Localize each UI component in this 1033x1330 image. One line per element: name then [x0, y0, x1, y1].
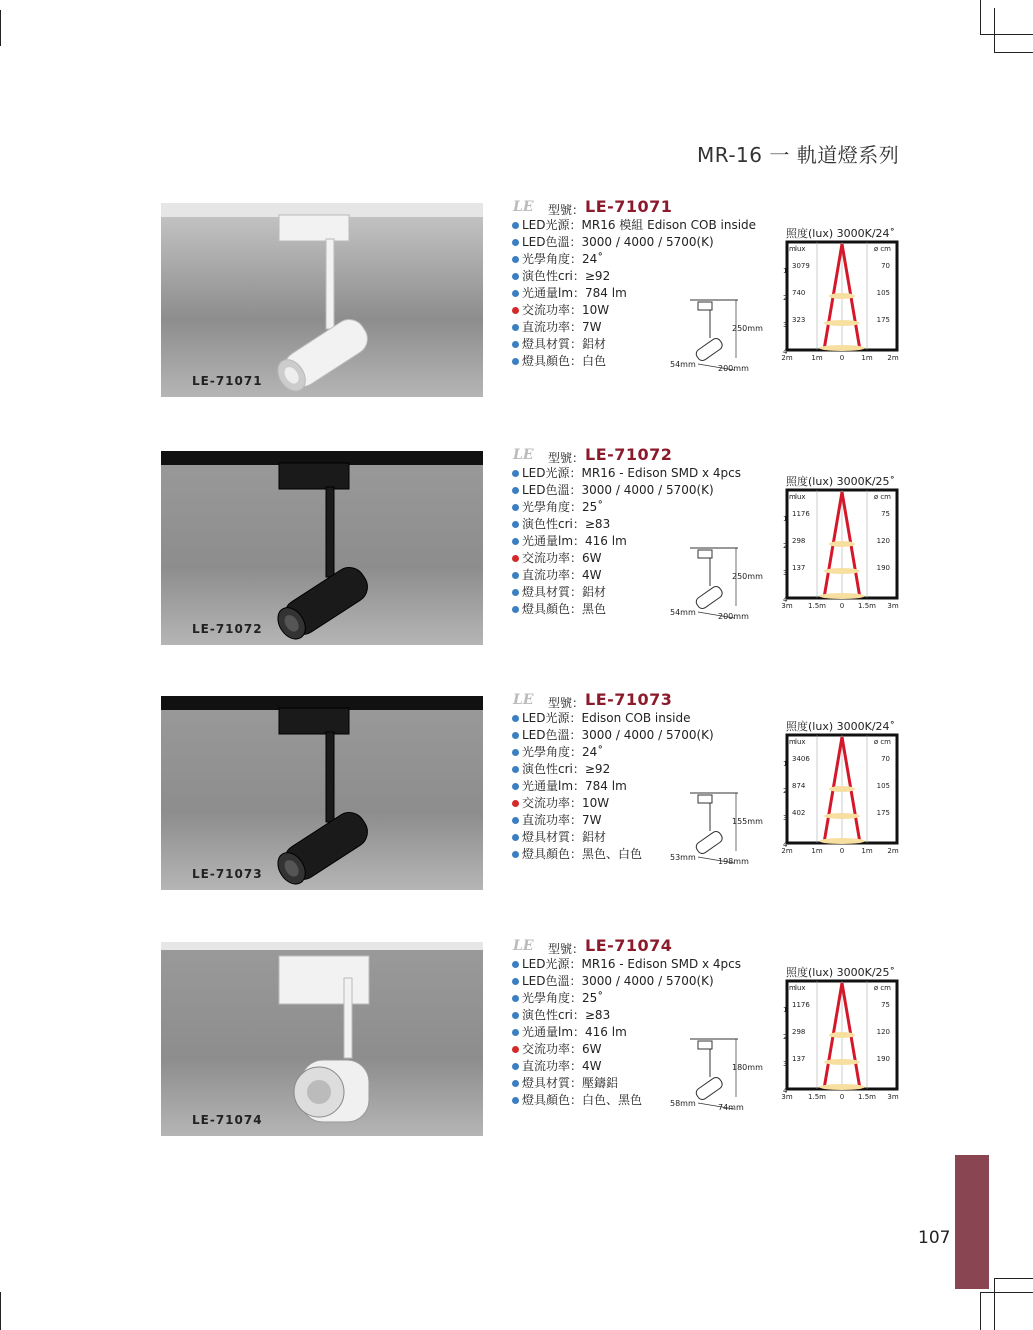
beam-diagram: [783, 225, 903, 375]
beam-x-label: 3m: [887, 602, 899, 610]
model-label: 型號：: [548, 451, 585, 465]
spec-label: LED色溫：: [522, 235, 582, 249]
spec-value: 3000 / 4000 / 5700(K): [581, 728, 714, 742]
beam-y-label: 2: [783, 787, 788, 795]
bullet-dot-icon: [512, 766, 519, 773]
light-pool: [829, 1032, 855, 1038]
beam-x-label: 2m: [781, 354, 793, 362]
spec-value: 白色: [582, 354, 607, 368]
spec-value: ≥83: [584, 1008, 611, 1022]
spec-row: [510, 482, 780, 499]
spec-row: [510, 499, 780, 516]
dim-length: 198mm: [718, 857, 749, 866]
spec-row: [510, 744, 780, 761]
light-pool: [824, 813, 860, 819]
beam-x-label: 3m: [887, 1093, 899, 1101]
beam-lux-value: 1176: [792, 1001, 810, 1009]
spec-label: 光通量lm：: [522, 534, 586, 548]
beam-x-label: 0: [839, 602, 845, 610]
spec-label: 交流功率：: [522, 303, 583, 317]
beam-title: 照度(lux) 3000K/25˚: [786, 966, 896, 979]
beam-diagram: [783, 964, 903, 1114]
spec-label: 交流功率：: [522, 796, 583, 810]
spec-value: ≥92: [584, 269, 611, 283]
beam-x-label: 0: [839, 1093, 845, 1101]
beam-y-label: 1: [783, 515, 788, 523]
le-logo: LE: [513, 938, 534, 954]
beam-unit-lux: lux: [795, 984, 806, 992]
spec-value: 6W: [582, 1042, 602, 1056]
spec-row: [510, 251, 780, 268]
beam-y-label: 3: [783, 569, 788, 577]
model-number: LE-71074: [585, 936, 673, 955]
beam-unit-m: m: [789, 738, 796, 746]
beam-x-label: 1.5m: [858, 1093, 876, 1101]
spec-label: LED色溫：: [522, 974, 582, 988]
beam-x-label: 2m: [887, 847, 899, 855]
beam-y-label: 1: [783, 760, 788, 768]
crop-mark-bottom-right-h1: [994, 1278, 1033, 1279]
beam-lux-value: 298: [792, 537, 806, 545]
spec-value: 10W: [582, 303, 610, 317]
beam-y-label: 1: [783, 267, 788, 275]
bullet-dot-icon: [512, 290, 519, 297]
beam-y-label: 3: [783, 814, 788, 822]
bullet-dot-icon: [512, 572, 519, 579]
dim-diameter: 58mm: [670, 1099, 696, 1108]
beam-lux-value: 740: [792, 289, 806, 297]
spec-label: 演色性cri：: [522, 269, 585, 283]
light-pool: [829, 786, 855, 792]
beam-diameter-value: 175: [876, 316, 890, 324]
model-row: [510, 445, 780, 465]
bullet-dot-icon: [512, 239, 519, 246]
beam-diameter-value: 70: [881, 262, 890, 270]
beam-x-label: 1m: [811, 354, 823, 362]
spec-label: 光通量lm：: [522, 286, 586, 300]
crop-mark-top-right-h2: [994, 52, 1033, 53]
beam-diameter-value: 105: [876, 782, 890, 790]
beam-diameter-value: 175: [876, 809, 890, 817]
spec-label: 燈具材質：: [522, 830, 583, 844]
product-block: [0, 690, 1033, 896]
spec-row: [510, 973, 780, 990]
bullet-dot-icon: [512, 307, 519, 314]
spec-label: 交流功率：: [522, 1042, 583, 1056]
spec-label: 燈具材質：: [522, 1076, 583, 1090]
spec-value: 4W: [582, 568, 602, 582]
bullet-dot-icon: [512, 487, 519, 494]
spec-label: 光學角度：: [522, 252, 583, 266]
spec-label: 光通量lm：: [522, 1025, 586, 1039]
lamp-stem: [326, 487, 334, 577]
dimension-drawing: [670, 298, 780, 378]
page-number: 107: [918, 1228, 951, 1248]
spec-value: 416 lm: [585, 1025, 627, 1039]
lamp-stem: [326, 732, 334, 822]
light-pool: [829, 541, 855, 547]
spec-value: 3000 / 4000 / 5700(K): [581, 483, 714, 497]
crop-mark-top-right-h1: [980, 34, 1033, 35]
crop-mark-bottom-right-h2: [980, 1292, 1033, 1293]
spec-value: Edison COB inside: [581, 711, 691, 725]
bullet-dot-icon: [512, 834, 519, 841]
beam-diameter-value: 190: [876, 1055, 890, 1063]
dim-diameter: 53mm: [670, 853, 696, 862]
spec-label: 燈具顏色：: [522, 1093, 583, 1107]
product-photo: [161, 203, 483, 397]
light-pool: [824, 320, 860, 326]
spec-row: [510, 990, 780, 1007]
spec-label: 演色性cri：: [522, 762, 585, 776]
beam-diameter-value: 120: [876, 1028, 890, 1036]
bullet-dot-icon: [512, 606, 519, 613]
beam-title: 照度(lux) 3000K/24˚: [786, 720, 896, 733]
spec-label: 燈具材質：: [522, 585, 583, 599]
page-tab: [955, 1155, 989, 1289]
beam-y-label: 4: [783, 1087, 788, 1095]
spec-label: 演色性cri：: [522, 1008, 585, 1022]
spec-value: 7W: [582, 320, 602, 334]
spec-row: [510, 761, 780, 778]
beam-lux-value: 3079: [792, 262, 810, 270]
beam-x-label: 1m: [861, 354, 873, 362]
bullet-dot-icon: [512, 817, 519, 824]
dim-diameter: 54mm: [670, 360, 696, 369]
bullet-dot-icon: [512, 995, 519, 1002]
beam-diameter-value: 75: [881, 1001, 890, 1009]
track-adapter: [279, 463, 349, 489]
spec-value: 白色、黑色: [582, 1093, 643, 1107]
spec-label: 燈具材質：: [522, 337, 583, 351]
beam-lux-value: 137: [792, 564, 806, 572]
model-label: 型號：: [548, 942, 585, 956]
beam-y-label: 4: [783, 348, 788, 356]
spec-value: 784 lm: [585, 286, 627, 300]
dim-length: 200mm: [718, 364, 749, 373]
beam-lux-value: 402: [792, 809, 806, 817]
spec-value: 4W: [582, 1059, 602, 1073]
beam-lux-value: 3406: [792, 755, 810, 763]
spec-row: [510, 465, 780, 482]
spec-value: 7W: [582, 813, 602, 827]
model-number: LE-71071: [585, 197, 673, 216]
dim-height: 180mm: [732, 1063, 763, 1072]
dim-height: 155mm: [732, 817, 763, 826]
bullet-dot-icon: [512, 1046, 519, 1053]
model-row: [510, 936, 780, 956]
beam-y-label: 2: [783, 1033, 788, 1041]
spec-label: LED色溫：: [522, 728, 582, 742]
spec-value: MR16 - Edison SMD x 4pcs: [581, 466, 742, 480]
spec-value: 10W: [582, 796, 610, 810]
le-logo: LE: [513, 199, 534, 215]
dim-length: 200mm: [718, 612, 749, 621]
beam-x-label: 0: [839, 847, 845, 855]
beam-diameter-value: 75: [881, 510, 890, 518]
dim-diameter: 54mm: [670, 608, 696, 617]
light-pool: [829, 293, 855, 299]
bullet-dot-icon: [512, 1097, 519, 1104]
spec-value: 鋁材: [582, 830, 607, 844]
beam-unit-lux: lux: [795, 493, 806, 501]
spec-label: 光通量lm：: [522, 779, 586, 793]
spec-value: ≥83: [584, 517, 611, 531]
spec-label: 燈具顏色：: [522, 354, 583, 368]
bullet-dot-icon: [512, 521, 519, 528]
track-adapter: [279, 956, 369, 1004]
spec-label: 交流功率：: [522, 551, 583, 565]
bullet-dot-icon: [512, 1063, 519, 1070]
model-number: LE-71072: [585, 445, 673, 464]
beam-diameter-value: 105: [876, 289, 890, 297]
beam-title: 照度(lux) 3000K/25˚: [786, 475, 896, 488]
beam-unit-m: m: [789, 493, 796, 501]
crop-mark-bottom-right-v2: [994, 1278, 995, 1330]
bullet-dot-icon: [512, 555, 519, 562]
dim-height: 250mm: [732, 572, 763, 581]
bullet-dot-icon: [512, 961, 519, 968]
model-row: [510, 197, 780, 217]
bullet-dot-icon: [512, 324, 519, 331]
crop-mark-bottom-left: [0, 1292, 1, 1330]
bullet-dot-icon: [512, 504, 519, 511]
beam-y-label: 1: [783, 1006, 788, 1014]
product-photo: [161, 942, 483, 1136]
spec-value: 鋁材: [582, 337, 607, 351]
spec-label: LED光源：: [522, 218, 582, 232]
bullet-dot-icon: [512, 1029, 519, 1036]
spec-label: 演色性cri：: [522, 517, 585, 531]
beam-y-label: 2: [783, 294, 788, 302]
spec-value: 24˚: [582, 745, 604, 759]
beam-y-label: 3: [783, 1060, 788, 1068]
beam-x-label: 1.5m: [808, 1093, 826, 1101]
bullet-dot-icon: [512, 715, 519, 722]
bullet-dot-icon: [512, 732, 519, 739]
crop-mark-bottom-right-v1: [980, 1292, 981, 1330]
dimension-drawing: [670, 1037, 780, 1117]
beam-y-label: 4: [783, 841, 788, 849]
beam-unit-m: m: [789, 984, 796, 992]
spec-value: 25˚: [582, 500, 604, 514]
spec-value: 6W: [582, 551, 602, 565]
spec-value: ≥92: [584, 762, 611, 776]
beam-diagram: [783, 718, 903, 868]
spec-label: 燈具顏色：: [522, 847, 583, 861]
spec-label: 燈具顏色：: [522, 602, 583, 616]
bullet-dot-icon: [512, 358, 519, 365]
beam-unit-diameter: ø cm: [873, 493, 891, 501]
beam-y-label: 4: [783, 596, 788, 604]
bullet-dot-icon: [512, 1080, 519, 1087]
beam-unit-lux: lux: [795, 738, 806, 746]
spec-row: [510, 217, 780, 234]
photo-label: LE-71074: [192, 1113, 263, 1127]
spec-row: [510, 727, 780, 744]
beam-diameter-value: 120: [876, 537, 890, 545]
spec-value: 鋁材: [582, 585, 607, 599]
crop-mark-top-right-v2: [994, 8, 995, 52]
beam-unit-lux: lux: [795, 245, 806, 253]
spec-value: 3000 / 4000 / 5700(K): [581, 974, 714, 988]
bullet-dot-icon: [512, 256, 519, 263]
spec-value: 784 lm: [585, 779, 627, 793]
spec-label: 光學角度：: [522, 745, 583, 759]
beam-x-label: 2m: [781, 847, 793, 855]
light-pool: [819, 345, 865, 351]
photo-label: LE-71072: [192, 622, 263, 636]
bullet-dot-icon: [512, 783, 519, 790]
product-block: [0, 197, 1033, 403]
dimension-drawing: [670, 546, 780, 626]
spec-row: [510, 268, 780, 285]
beam-x-label: 1.5m: [858, 602, 876, 610]
beam-unit-diameter: ø cm: [873, 738, 891, 746]
spec-row: [510, 956, 780, 973]
bullet-dot-icon: [512, 749, 519, 756]
beam-x-label: 2m: [887, 354, 899, 362]
bullet-dot-icon: [512, 273, 519, 280]
model-row: [510, 690, 780, 710]
spec-label: LED光源：: [522, 711, 582, 725]
bullet-dot-icon: [512, 589, 519, 596]
model-number: LE-71073: [585, 690, 673, 709]
beam-diameter-value: 70: [881, 755, 890, 763]
lamp-stem: [326, 239, 334, 329]
bullet-dot-icon: [512, 470, 519, 477]
spec-value: MR16 - Edison SMD x 4pcs: [581, 957, 742, 971]
beam-unit-diameter: ø cm: [873, 245, 891, 253]
track-adapter: [279, 708, 349, 734]
beam-x-label: 1m: [861, 847, 873, 855]
model-label: 型號：: [548, 696, 585, 710]
model-label: 型號：: [548, 203, 585, 217]
beam-x-label: 3m: [781, 602, 793, 610]
le-logo: LE: [513, 692, 534, 708]
beam-x-label: 0: [839, 354, 845, 362]
light-pool: [824, 1059, 860, 1065]
bullet-dot-icon: [512, 538, 519, 545]
lamp-stem: [344, 978, 352, 1058]
beam-x-label: 1.5m: [808, 602, 826, 610]
series-title: MR-16 一 軌道燈系列: [697, 143, 900, 167]
beam-y-label: 3: [783, 321, 788, 329]
spec-value: 黑色: [582, 602, 607, 616]
spec-row: [510, 516, 780, 533]
beam-lux-value: 298: [792, 1028, 806, 1036]
beam-lux-value: 1176: [792, 510, 810, 518]
crop-mark-top-left: [0, 10, 1, 46]
bullet-dot-icon: [512, 800, 519, 807]
spec-value: MR16 模組 Edison COB inside: [581, 218, 757, 232]
light-pool: [819, 593, 865, 599]
lamp-reflector: [307, 1080, 331, 1104]
beam-title: 照度(lux) 3000K/24˚: [786, 227, 896, 240]
light-pool: [824, 568, 860, 574]
spec-label: LED色溫：: [522, 483, 582, 497]
product-block: [0, 445, 1033, 651]
spec-value: 25˚: [582, 991, 604, 1005]
spec-row: [510, 1007, 780, 1024]
track-adapter: [279, 215, 349, 241]
dim-length: 74mm: [718, 1103, 744, 1112]
spec-label: 直流功率：: [522, 568, 583, 582]
spec-row: [510, 710, 780, 727]
beam-x-label: 1m: [811, 847, 823, 855]
bullet-dot-icon: [512, 222, 519, 229]
spec-value: 24˚: [582, 252, 604, 266]
spec-row: [510, 234, 780, 251]
light-pool: [819, 1084, 865, 1090]
product-photo: [161, 696, 483, 890]
spec-value: 黑色、白色: [582, 847, 643, 861]
bullet-dot-icon: [512, 341, 519, 348]
beam-unit-diameter: ø cm: [873, 984, 891, 992]
beam-lux-value: 323: [792, 316, 806, 324]
beam-x-label: 3m: [781, 1093, 793, 1101]
spec-label: LED光源：: [522, 466, 582, 480]
dim-height: 250mm: [732, 324, 763, 333]
beam-diagram: [783, 473, 903, 623]
beam-unit-m: m: [789, 245, 796, 253]
product-block: [0, 936, 1033, 1142]
beam-lux-value: 874: [792, 782, 806, 790]
spec-value: 3000 / 4000 / 5700(K): [581, 235, 714, 249]
beam-y-label: 2: [783, 542, 788, 550]
product-photo: [161, 451, 483, 645]
crop-mark-top-right-v1: [980, 0, 981, 34]
track-rail: [161, 942, 483, 950]
light-pool: [819, 838, 865, 844]
spec-value: 416 lm: [585, 534, 627, 548]
spec-label: 光學角度：: [522, 500, 583, 514]
beam-lux-value: 137: [792, 1055, 806, 1063]
dimension-drawing: [670, 791, 780, 871]
beam-diameter-value: 190: [876, 564, 890, 572]
bullet-dot-icon: [512, 978, 519, 985]
photo-label: LE-71071: [192, 374, 263, 388]
spec-value: 壓鑄鋁: [582, 1076, 619, 1090]
spec-label: 直流功率：: [522, 1059, 583, 1073]
spec-label: 直流功率：: [522, 320, 583, 334]
bullet-dot-icon: [512, 1012, 519, 1019]
bullet-dot-icon: [512, 851, 519, 858]
spec-label: 光學角度：: [522, 991, 583, 1005]
le-logo: LE: [513, 447, 534, 463]
photo-label: LE-71073: [192, 867, 263, 881]
spec-label: 直流功率：: [522, 813, 583, 827]
spec-label: LED光源：: [522, 957, 582, 971]
